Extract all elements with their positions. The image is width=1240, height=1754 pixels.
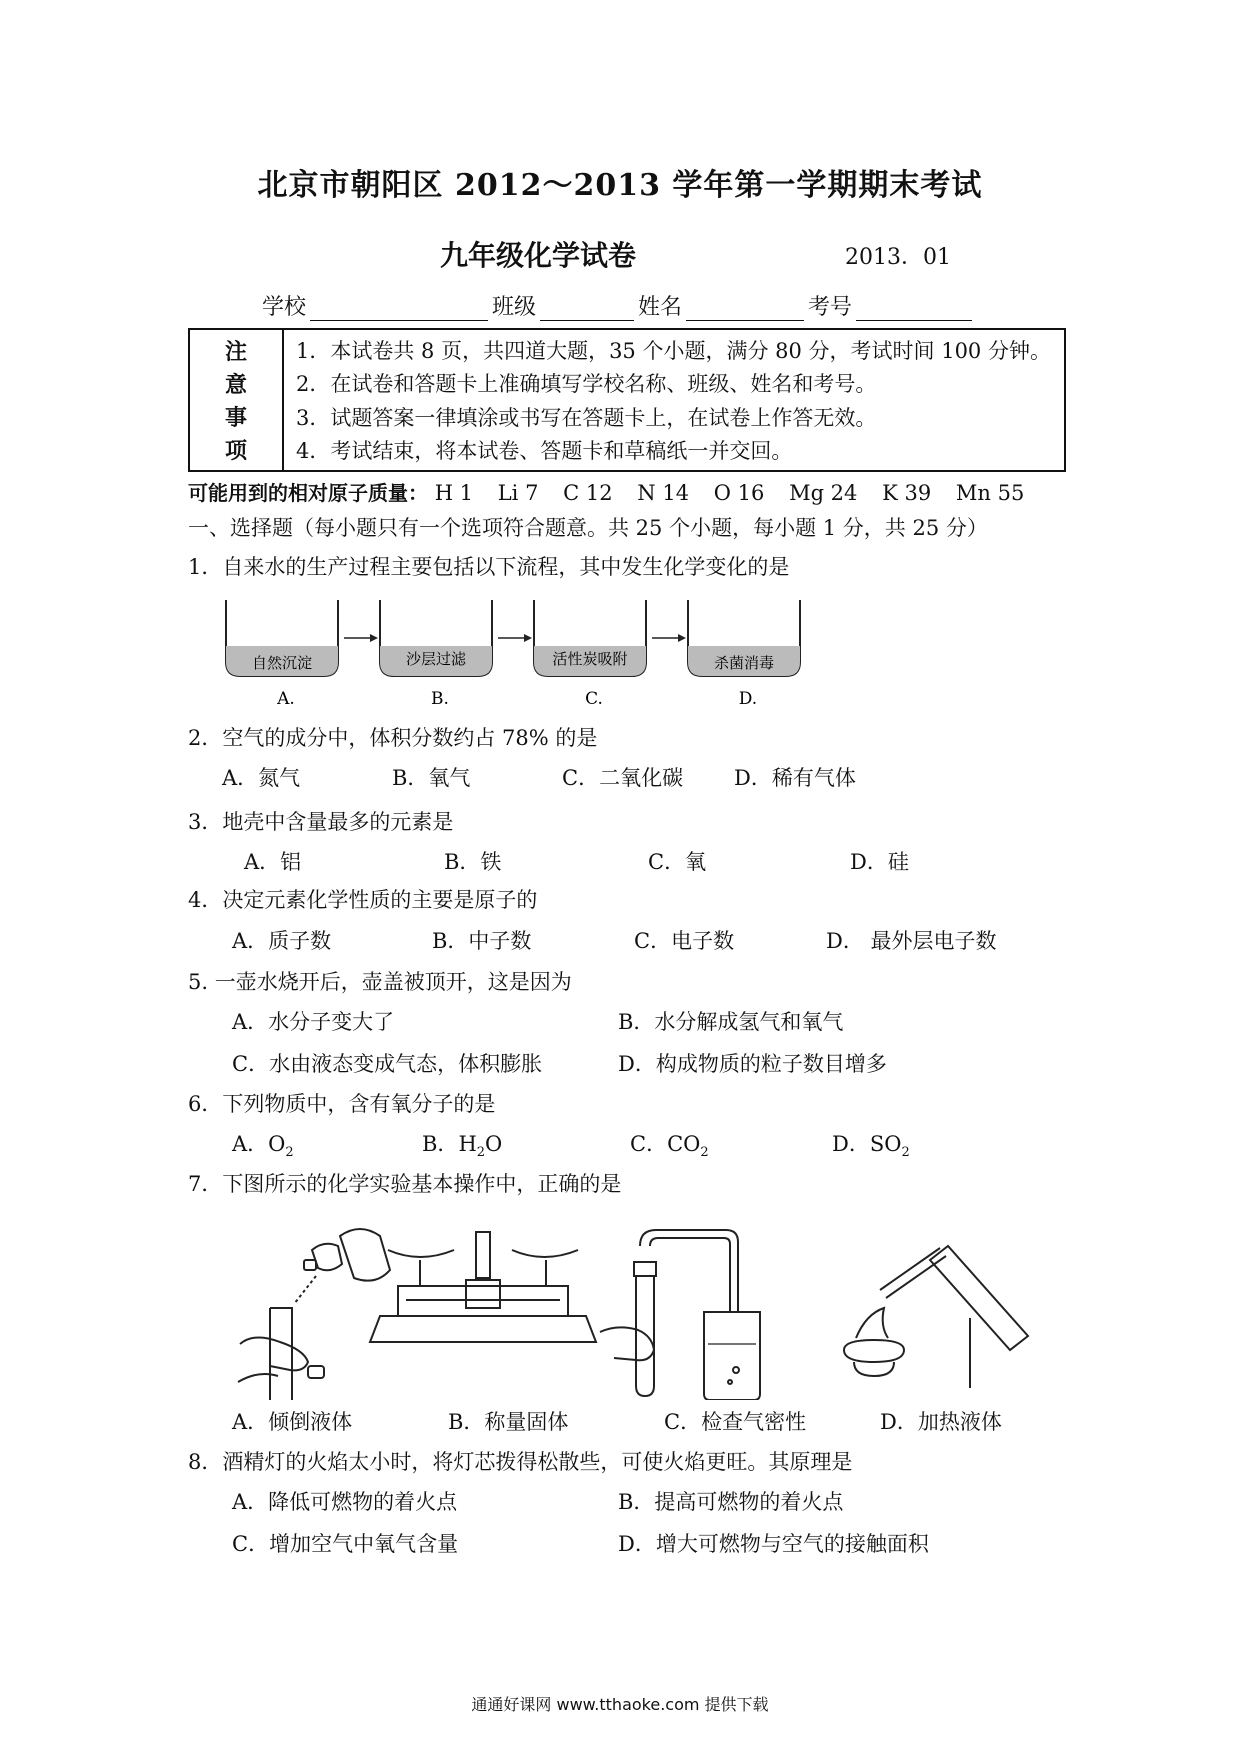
q3-options (244, 846, 1124, 874)
step-label: 自然沉淀 (251, 654, 313, 672)
option[interactable]: B．铁 (444, 850, 502, 874)
option[interactable]: C．水由液态变成气态，体积膨胀 (232, 1052, 543, 1076)
option[interactable]: B．称量固体 (448, 1410, 569, 1434)
formula-subscript: 2 (700, 1145, 709, 1161)
option[interactable]: B．提高可燃物的着火点 (618, 1490, 844, 1514)
q7-options (232, 1406, 1092, 1434)
q7-stem: 7．下图所示的化学实验基本操作中，正确的是 (188, 1172, 622, 1196)
class-label: 班级 (492, 295, 537, 320)
option[interactable]: A．质子数 (232, 929, 332, 953)
option[interactable] (422, 1128, 502, 1160)
notice-side (190, 330, 284, 470)
formula-subscript: 2 (901, 1145, 910, 1161)
q2-stem: 2．空气的成分中，体积分数约占 78% 的是 (188, 726, 598, 750)
option-letter: D． (832, 1132, 870, 1156)
option[interactable]: D．构成物质的粒子数目增多 (618, 1052, 887, 1076)
heating-liquid-illustration (844, 1246, 1028, 1388)
step-label: 活性炭吸附 (552, 650, 628, 668)
tank-c (534, 600, 646, 676)
formula: O (268, 1132, 286, 1156)
school-field[interactable] (310, 296, 488, 321)
formula: SO (869, 1132, 902, 1156)
option[interactable]: C．氧 (648, 850, 707, 874)
option[interactable] (232, 1128, 294, 1160)
balance-scale-illustration (370, 1232, 596, 1342)
q8-options (232, 1486, 1112, 1566)
q6-options (232, 1128, 1112, 1161)
class-field[interactable] (540, 296, 634, 321)
notice-char: 注 (224, 339, 247, 365)
option-letter: D. (738, 689, 758, 709)
number-label: 考号 (808, 295, 853, 320)
atomic-mass-value: N 14 (637, 481, 690, 505)
page-footer: 通通好课网 www.tthaoke.com 提供下载 (471, 1695, 769, 1714)
water-treatment-diagram (222, 592, 822, 712)
atomic-mass-value: Li 7 (497, 481, 539, 505)
option[interactable]: D． 最外层电子数 (826, 929, 997, 953)
option[interactable]: C．电子数 (634, 929, 735, 953)
q4-options (232, 925, 1132, 953)
q4-stem: 4．决定元素化学性质的主要是原子的 (188, 888, 538, 912)
q8-stem: 8．酒精灯的火焰太小时，将灯芯拨得松散些，可使火焰更旺。其原理是 (188, 1450, 853, 1474)
section-heading: 一、选择题（每小题只有一个选项符合题意。共 25 个小题，每小题 1 分，共 25 分） (188, 516, 988, 540)
option[interactable]: D．加热液体 (880, 1410, 1002, 1434)
step-label: 沙层过滤 (405, 650, 467, 668)
notice-item: 1．本试卷共 8 页，共四道大题，35 个小题，满分 80 分，考试时间 100 分钟。 (296, 338, 1051, 363)
formula-subscript: 2 (476, 1145, 486, 1161)
name-label: 姓名 (638, 295, 683, 320)
student-info-row (262, 290, 976, 321)
option[interactable]: B．水分解成氢气和氧气 (618, 1010, 844, 1034)
option[interactable]: D．增大可燃物与空气的接触面积 (618, 1532, 929, 1556)
option-letter: A. (277, 689, 295, 709)
option-letter: C． (630, 1132, 668, 1156)
lab-operations-figure (230, 1220, 1080, 1400)
notice-item: 3．试题答案一律填涂或书写在答题卡上，在试卷上作答无效。 (296, 405, 877, 430)
option[interactable]: A．水分子变大了 (232, 1010, 395, 1034)
q5-stem: 5. 一壶水烧开后，壶盖被顶开，这是因为 (188, 970, 572, 994)
option-letter: C. (585, 689, 603, 709)
atomic-mass-value: Mg 24 (789, 481, 858, 505)
atomic-mass-value: O 16 (713, 481, 765, 505)
formula: H (458, 1132, 477, 1156)
option[interactable]: A．铝 (244, 850, 302, 874)
atomic-mass-value: Mn 55 (955, 481, 1025, 505)
notice-char: 意 (224, 372, 247, 398)
q5-options (232, 1006, 1112, 1086)
airtightness-check-illustration (600, 1230, 760, 1400)
formula-subscript: 2 (285, 1145, 294, 1161)
formula: CO (667, 1132, 701, 1156)
notice-box (188, 328, 1066, 472)
option[interactable]: C．二氧化碳 (562, 766, 684, 790)
notice-items (284, 330, 1064, 470)
option[interactable]: A．倾倒液体 (232, 1410, 353, 1434)
pouring-liquid-illustration (238, 1229, 390, 1400)
number-field[interactable] (856, 296, 972, 321)
option[interactable]: B．中子数 (432, 929, 532, 953)
atomic-mass-line (188, 477, 1042, 506)
option[interactable] (832, 1128, 910, 1160)
atomic-mass-value: C 12 (563, 481, 613, 505)
formula-rest: O (485, 1132, 503, 1156)
option-letter: B. (431, 689, 449, 709)
option[interactable]: A．降低可燃物的着火点 (232, 1490, 458, 1514)
option-letter: B． (422, 1132, 459, 1156)
atomic-mass-label: 可能用到的相对原子质量： (188, 481, 428, 505)
tank-a (226, 600, 338, 676)
notice-item: 4．考试结束，将本试卷、答题卡和草稿纸一并交回。 (296, 439, 793, 464)
option[interactable]: C．增加空气中氧气含量 (232, 1532, 459, 1556)
option[interactable]: D．硅 (850, 850, 909, 874)
q3-stem: 3．地壳中含量最多的元素是 (188, 810, 454, 834)
atomic-mass-value: K 39 (882, 481, 932, 505)
tank-d (688, 600, 800, 676)
option[interactable]: D．稀有气体 (734, 766, 856, 790)
q2-options (222, 762, 1122, 790)
atomic-mass-value: H 1 (434, 481, 474, 505)
notice-item: 2．在试卷和答题卡上准确填写学校名称、班级、姓名和考号。 (296, 372, 877, 397)
step-label: 杀菌消毒 (713, 654, 775, 672)
exam-title: 北京市朝阳区 2012～2013 学年第一学期期末考试 (257, 168, 983, 203)
q1-stem: 1．自来水的生产过程主要包括以下流程，其中发生化学变化的是 (188, 555, 790, 579)
option-letter: A． (232, 1132, 269, 1156)
notice-char: 项 (224, 438, 247, 464)
q6-stem: 6．下列物质中，含有氧分子的是 (188, 1092, 496, 1116)
option[interactable]: B．氧气 (392, 766, 471, 790)
option[interactable]: C．检查气密性 (664, 1410, 807, 1434)
option[interactable] (630, 1128, 709, 1160)
school-label: 学校 (262, 295, 307, 320)
name-field[interactable] (686, 296, 804, 321)
option[interactable]: A．氮气 (222, 766, 301, 790)
notice-char: 事 (224, 405, 247, 431)
exam-date: 2013．01 (845, 245, 951, 270)
tank-b (380, 600, 492, 676)
exam-subtitle: 九年级化学试卷 (440, 239, 637, 272)
